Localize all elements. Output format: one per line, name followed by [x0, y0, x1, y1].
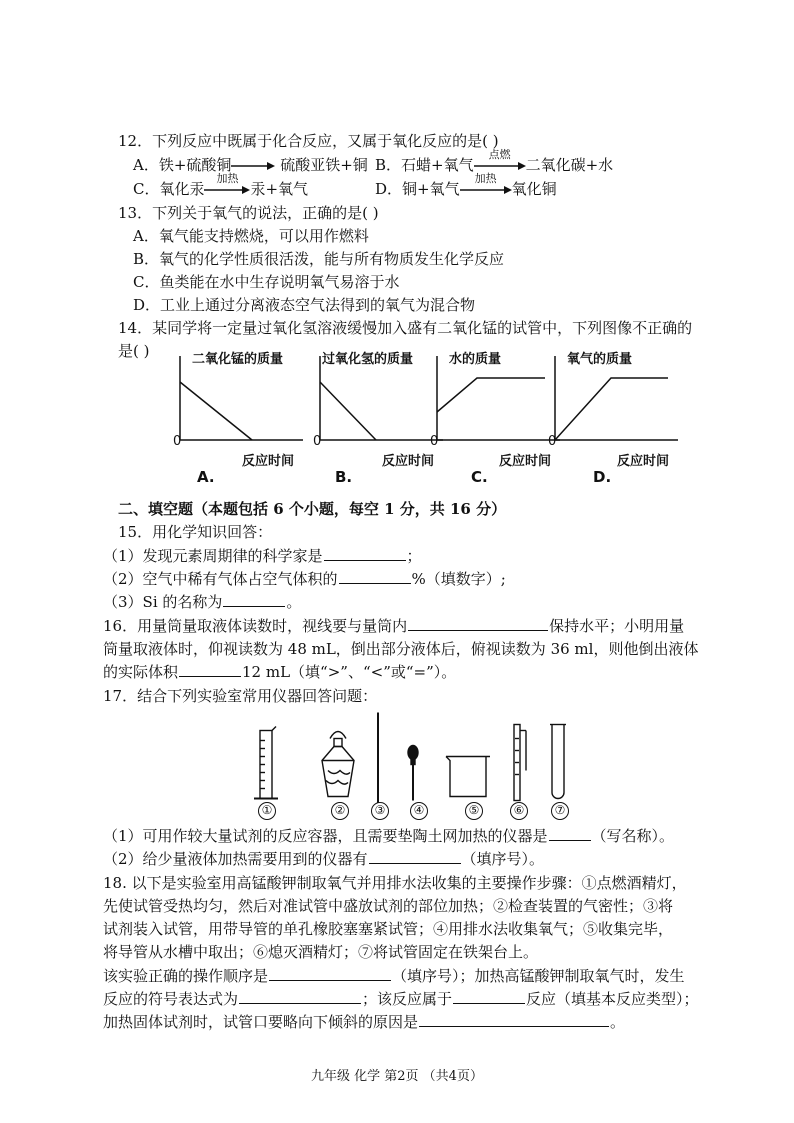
q18-answer-4[interactable]	[419, 1012, 609, 1027]
q18-answer-1[interactable]	[269, 966, 391, 981]
q12-c-condition: 加热	[216, 172, 239, 185]
apparatus-label-4: ④	[410, 802, 428, 820]
q15-sub1-end: ；	[406, 547, 422, 565]
graph-a-origin: 0	[173, 434, 182, 449]
q17-answer-2[interactable]	[369, 849, 461, 864]
q18-line6	[103, 988, 699, 1010]
q15-answer-1[interactable]	[324, 546, 406, 561]
q12-b-arrow	[474, 148, 526, 171]
q18-l5-text: 该实验正确的操作顺序是	[103, 967, 269, 985]
q12-d-products: 氧化铜	[511, 180, 557, 198]
q14-stem-line1: 14．某同学将一定量过氧化氢溶液缓慢加入盛有二氧化锰的试管中，下列图像不正确的	[118, 319, 693, 337]
q17-sub1-text: （1）可用作较大量试剂的反应容器，且需要垫陶土网加热的仪器是	[103, 827, 548, 845]
q18-line4: 将导管从水槽中取出；⑥熄灭酒精灯；⑦将试管固定在铁架台上。	[103, 943, 539, 961]
q18-l5-end: （填序号）；加热高锰酸钾制取氧气时，发生	[392, 967, 685, 985]
q17-sub1	[103, 825, 674, 847]
q15-sub2	[103, 568, 506, 590]
q14-graph-d	[548, 348, 683, 473]
graph-a-xlabel: 反应时间	[242, 454, 295, 469]
graph-a-letter: A.	[197, 468, 215, 486]
q15-sub1	[103, 545, 422, 567]
q18-line2: 先使试管受热均匀，然后对准试管中盛放试剂的部位加热；②检查装置的气密性；③将	[103, 897, 674, 915]
q12-option-c	[133, 172, 309, 200]
graph-c-xlabel: 反应时间	[499, 454, 552, 469]
q15-sub3-text: （3）Si 的名称为	[103, 593, 223, 611]
q14-graph-c	[430, 348, 565, 473]
section-heading: 二、填空题（本题包括 6 个小题，每空 1 分，共 16 分）	[118, 500, 507, 518]
q18-l6-end: 反应（填基本反应类型）；	[526, 990, 699, 1008]
q17-stem: 17．结合下列实验室常用仪器回答问题：	[103, 687, 378, 705]
q18-line3: 试剂装入试管，用带导管的单孔橡胶塞塞紧试管；④用排水法收集氧气；⑤收集完毕，	[103, 920, 674, 938]
q13-option-c: C．鱼类能在水中生存说明氧气易溶于水	[133, 273, 400, 291]
q18-l6-mid: ；该反应属于	[362, 990, 453, 1008]
q16-l3-text: 的实际体积	[103, 663, 179, 681]
q16-l3-end: 12 mL（填“>”、“<”或“=”）。	[242, 663, 457, 681]
graph-c-ylabel: 水的质量	[449, 352, 502, 367]
q12-a-reactants: A．铁+硫酸铜	[133, 156, 232, 174]
q18-line5	[103, 965, 685, 987]
q18-line7	[103, 1011, 625, 1033]
q16-answer-1[interactable]	[408, 616, 548, 631]
q17-sub2-text: （2）给少量液体加热需要用到的仪器有	[103, 850, 368, 868]
graph-d-xlabel: 反应时间	[617, 454, 670, 469]
q14-graph-a	[173, 348, 308, 473]
graph-c-origin: 0	[430, 434, 439, 449]
apparatus-label-1: ①	[258, 802, 276, 820]
dropper-icon	[408, 746, 418, 801]
q12-b-condition: 点燃	[488, 148, 511, 161]
graph-b-xlabel: 反应时间	[382, 454, 435, 469]
q17-answer-1[interactable]	[549, 826, 591, 841]
graph-b-letter: B.	[335, 468, 353, 486]
q12-c-arrow	[204, 172, 250, 195]
q15-sub1-text: （1）发现元素周期律的科学家是	[103, 547, 323, 565]
q18-l6-text: 反应的符号表达式为	[103, 990, 239, 1008]
q13-option-b: B．氧气的化学性质很活泼，能与所有物质发生化学反应	[133, 250, 505, 268]
graduated-cylinder-icon	[254, 727, 278, 799]
graph-d-letter: D.	[593, 468, 612, 486]
graph-c-letter: C.	[471, 468, 488, 486]
graph-b-origin: 0	[313, 434, 322, 449]
q13-stem: 13．下列关于氧气的说法，正确的是( )	[118, 204, 379, 222]
q17-sub2	[103, 848, 544, 870]
q15-sub3	[103, 591, 301, 613]
q17-sub1-end: （写名称）。	[591, 827, 675, 845]
apparatus-label-3: ③	[371, 802, 389, 820]
q16-line2: 筒量取液体时，仰视读数为 48 mL，倒出部分液体后，俯视读数为 36 ml，则他倒出液体	[103, 640, 699, 658]
q14-stem-line2: 是( )	[118, 342, 150, 360]
q18-answer-2[interactable]	[239, 989, 361, 1004]
graph-d-origin: 0	[548, 434, 557, 449]
q12-d-arrow	[460, 172, 512, 195]
q14-graph-b	[313, 348, 448, 473]
q15-answer-2[interactable]	[339, 569, 411, 584]
q13-option-d: D．工业上通过分离液态空气法得到的氧气为混合物	[133, 296, 476, 314]
q15-sub2-end: %（填数字）;	[411, 570, 506, 588]
lab-apparatus	[250, 703, 580, 818]
q12-option-d	[375, 172, 557, 200]
q12-c-reactants: C．氧化汞	[133, 180, 205, 198]
q18-l7-end: 。	[610, 1013, 626, 1031]
q16-l1-text: 16．用量筒量取液体读数时，视线要与量筒内	[103, 617, 408, 635]
q18-answer-3[interactable]	[453, 989, 525, 1004]
q16-answer-2[interactable]	[179, 662, 241, 677]
apparatus-label-6: ⑥	[510, 802, 528, 820]
apparatus-label-2: ②	[331, 802, 349, 820]
q12-b-reactants: B．石蜡+氧气	[375, 156, 474, 174]
alcohol-lamp-icon	[322, 732, 354, 797]
q16-l1-end: 保持水平；小明用量	[549, 617, 685, 635]
q17-sub2-end: （填序号）。	[461, 850, 545, 868]
q12-d-condition: 加热	[474, 172, 497, 185]
beaker-icon	[446, 757, 490, 797]
q15-answer-3[interactable]	[223, 592, 285, 607]
q18-line1: 18. 以下是实验室用高锰酸钾制取氧气并用排水法收集的主要操作步骤：①点燃酒精灯，	[103, 874, 687, 892]
graph-a-ylabel: 二氧化锰的质量	[192, 352, 284, 367]
q18-l7-text: 加热固体试剂时，试管口要略向下倾斜的原因是	[103, 1013, 419, 1031]
q12-b-products: 二氧化碳+水	[525, 156, 614, 174]
apparatus-label-5: ⑤	[465, 802, 483, 820]
q16-line3	[103, 661, 456, 683]
q12-a-products: 硫酸亚铁+铜	[280, 156, 368, 174]
q12-d-reactants: D．铜+氧气	[375, 180, 460, 198]
q15-stem: 15．用化学知识回答：	[118, 523, 273, 541]
q12-c-products: 汞+氧气	[250, 180, 309, 198]
q16-line1	[103, 615, 684, 637]
graph-b-ylabel: 过氧化氢的质量	[322, 352, 414, 367]
q15-sub3-end: 。	[286, 593, 302, 611]
test-tube-icon	[550, 725, 566, 799]
q15-sub2-text: （2）空气中稀有气体占空气体积的	[103, 570, 338, 588]
q13-option-a: A．氧气能支持燃烧，可以用作燃料	[133, 227, 369, 245]
page-footer: 九年级 化学 第2页 （共4页）	[311, 1069, 483, 1084]
test-tube-holder-icon	[514, 725, 526, 801]
graph-d-ylabel: 氧气的质量	[567, 352, 633, 367]
q12-stem: 12．下列反应中既属于化合反应，又属于氧化反应的是( )	[118, 132, 499, 150]
apparatus-label-7: ⑦	[551, 802, 569, 820]
q12-a-arrow	[231, 161, 275, 171]
